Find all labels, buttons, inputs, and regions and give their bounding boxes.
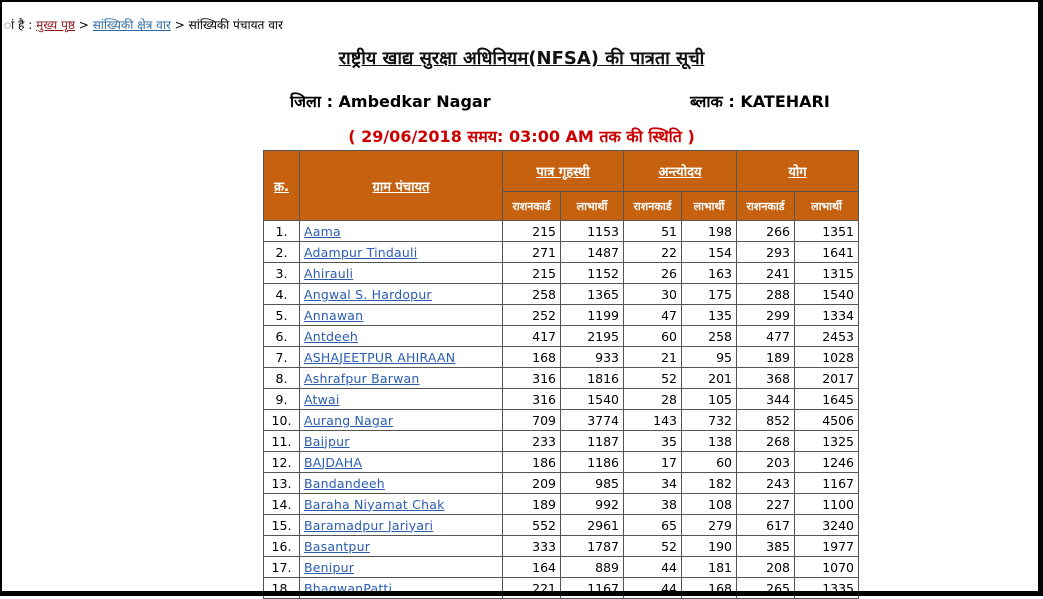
breadcrumb-prefix: ां है :: [4, 18, 33, 32]
row-value-ab: 168: [682, 578, 737, 599]
row-value-tr: 617: [737, 515, 795, 536]
breadcrumb-separator: >: [78, 18, 89, 32]
row-value-ab: 198: [682, 221, 737, 242]
header-eligible-household: पात्र गृहस्थी: [503, 151, 624, 192]
row-sno: 12.: [264, 452, 300, 473]
row-value-tb: 1315: [795, 263, 859, 284]
home-link[interactable]: मुख्य पृष्ठ: [36, 18, 75, 32]
row-name-cell: [300, 221, 503, 242]
table-row: [264, 389, 859, 410]
table-row: [264, 221, 859, 242]
eligibility-table: [263, 150, 859, 599]
row-value-tb: 1028: [795, 347, 859, 368]
row-value-ar: 26: [624, 263, 682, 284]
row-value-ar: 44: [624, 557, 682, 578]
gram-panchayat-link[interactable]: Aurang Nagar: [304, 412, 394, 428]
row-value-tb: 4506: [795, 410, 859, 431]
row-name-cell: [300, 389, 503, 410]
row-value-tb: 1070: [795, 557, 859, 578]
row-value-pr: 233: [503, 431, 561, 452]
row-value-ar: 143: [624, 410, 682, 431]
row-sno: 3.: [264, 263, 300, 284]
row-value-tb: 3240: [795, 515, 859, 536]
row-value-pr: 215: [503, 221, 561, 242]
row-name-cell: [300, 557, 503, 578]
row-value-pb: 3774: [561, 410, 624, 431]
row-value-ar: 52: [624, 536, 682, 557]
row-value-tb: 1167: [795, 473, 859, 494]
row-value-tr: 344: [737, 389, 795, 410]
region-stats-link[interactable]: सांख्यिकी क्षेत्र वार: [92, 18, 171, 32]
row-value-tb: 1540: [795, 284, 859, 305]
row-value-tb: 2017: [795, 368, 859, 389]
table-row: [264, 431, 859, 452]
gram-panchayat-link[interactable]: Atwai: [304, 391, 340, 407]
row-value-tr: 241: [737, 263, 795, 284]
row-value-ar: 52: [624, 368, 682, 389]
table-row: [264, 326, 859, 347]
gram-panchayat-link[interactable]: Baijpur: [304, 433, 350, 449]
row-value-ar: 17: [624, 452, 682, 473]
row-value-tr: 243: [737, 473, 795, 494]
row-value-tr: 299: [737, 305, 795, 326]
header-beneficiaries: लाभार्थी: [682, 192, 737, 221]
status-timestamp: ( 29/06/2018 समय: 03:00 AM तक की स्थिति ): [348, 127, 695, 146]
row-value-pb: 2195: [561, 326, 624, 347]
row-value-ab: 154: [682, 242, 737, 263]
row-value-pr: 271: [503, 242, 561, 263]
row-name-cell: [300, 326, 503, 347]
row-value-ar: 22: [624, 242, 682, 263]
gram-panchayat-link[interactable]: BAJDAHA: [304, 454, 363, 470]
row-value-ar: 60: [624, 326, 682, 347]
header-total: योग: [737, 151, 859, 192]
page-title: राष्ट्रीय खाद्य सुरक्षा अधिनियम(NFSA) की पात्रता सूची: [338, 48, 705, 69]
row-name-cell: [300, 410, 503, 431]
row-value-ar: 65: [624, 515, 682, 536]
row-name-cell: [300, 515, 503, 536]
gram-panchayat-link[interactable]: Baramadpur Jariyari: [304, 517, 434, 533]
table-row: [264, 305, 859, 326]
header-ration-card: राशनकार्ड: [503, 192, 561, 221]
row-value-pr: 333: [503, 536, 561, 557]
row-value-pb: 985: [561, 473, 624, 494]
row-value-tr: 203: [737, 452, 795, 473]
row-value-ab: 135: [682, 305, 737, 326]
row-value-pr: 258: [503, 284, 561, 305]
row-value-pb: 1787: [561, 536, 624, 557]
row-name-cell: [300, 431, 503, 452]
row-value-pb: 2961: [561, 515, 624, 536]
row-value-pb: 1153: [561, 221, 624, 242]
row-name-cell: [300, 536, 503, 557]
row-value-pr: 316: [503, 368, 561, 389]
row-value-tr: 227: [737, 494, 795, 515]
row-value-ab: 108: [682, 494, 737, 515]
header-sno: क्र.: [264, 151, 300, 221]
row-value-ab: 105: [682, 389, 737, 410]
row-value-tr: 385: [737, 536, 795, 557]
row-name-cell: [300, 305, 503, 326]
gram-panchayat-link[interactable]: Baraha Niyamat Chak: [304, 496, 445, 512]
row-value-ab: 279: [682, 515, 737, 536]
header-ration-card: राशनकार्ड: [624, 192, 682, 221]
block-label: ब्लाक : KATEHARI: [690, 92, 830, 111]
table-row: [264, 263, 859, 284]
row-value-pb: 1167: [561, 578, 624, 599]
row-value-ab: 732: [682, 410, 737, 431]
row-value-ab: 163: [682, 263, 737, 284]
row-value-pb: 1199: [561, 305, 624, 326]
row-name-cell: [300, 578, 503, 599]
row-value-ar: 34: [624, 473, 682, 494]
gram-panchayat-link[interactable]: Aama: [304, 223, 341, 239]
gram-panchayat-link[interactable]: Adampur Tindauli: [304, 244, 418, 260]
row-value-tr: 189: [737, 347, 795, 368]
row-value-tr: 266: [737, 221, 795, 242]
row-value-pr: 316: [503, 389, 561, 410]
row-value-ar: 35: [624, 431, 682, 452]
gram-panchayat-link[interactable]: Ashrafpur Barwan: [304, 370, 420, 386]
row-sno: 17.: [264, 557, 300, 578]
row-value-pr: 552: [503, 515, 561, 536]
row-value-tr: 208: [737, 557, 795, 578]
row-value-pr: 164: [503, 557, 561, 578]
row-sno: 15.: [264, 515, 300, 536]
row-name-cell: [300, 368, 503, 389]
row-value-tb: 2453: [795, 326, 859, 347]
row-value-ab: 175: [682, 284, 737, 305]
gram-panchayat-link[interactable]: Basantpur: [304, 538, 371, 554]
row-value-ar: 21: [624, 347, 682, 368]
row-value-ab: 201: [682, 368, 737, 389]
gram-panchayat-link[interactable]: BhagwanPatti: [304, 580, 393, 596]
gram-panchayat-link[interactable]: Bandandeeh: [304, 475, 385, 491]
row-sno: 11.: [264, 431, 300, 452]
table-row: [264, 536, 859, 557]
row-sno: 14.: [264, 494, 300, 515]
row-sno: 2.: [264, 242, 300, 263]
breadcrumb: [4, 16, 283, 33]
row-sno: 5.: [264, 305, 300, 326]
row-value-pb: 933: [561, 347, 624, 368]
table-row: [264, 368, 859, 389]
table-body: [264, 221, 859, 599]
row-value-ar: 30: [624, 284, 682, 305]
breadcrumb-current: सांख्यिकी पंचायत वार: [188, 18, 283, 32]
table-row: [264, 242, 859, 263]
row-value-pb: 1187: [561, 431, 624, 452]
row-value-tr: 368: [737, 368, 795, 389]
row-value-pb: 992: [561, 494, 624, 515]
row-value-ar: 47: [624, 305, 682, 326]
row-value-tb: 1325: [795, 431, 859, 452]
gram-panchayat-link[interactable]: Benipur: [304, 559, 355, 575]
row-value-tr: 852: [737, 410, 795, 431]
row-value-tb: 1334: [795, 305, 859, 326]
table-row: [264, 515, 859, 536]
row-value-tb: 1977: [795, 536, 859, 557]
table-row: [264, 452, 859, 473]
row-value-tr: 293: [737, 242, 795, 263]
row-sno: 7.: [264, 347, 300, 368]
header-antyodaya: अन्त्योदय: [624, 151, 737, 192]
row-value-tr: 268: [737, 431, 795, 452]
row-sno: 8.: [264, 368, 300, 389]
row-name-cell: [300, 242, 503, 263]
row-value-pr: 221: [503, 578, 561, 599]
row-value-tb: 1246: [795, 452, 859, 473]
row-value-tb: 1100: [795, 494, 859, 515]
row-value-pr: 186: [503, 452, 561, 473]
table-row: [264, 557, 859, 578]
row-value-pb: 1186: [561, 452, 624, 473]
row-value-tb: 1641: [795, 242, 859, 263]
gram-panchayat-link[interactable]: Ahirauli: [304, 265, 354, 281]
table-row: [264, 410, 859, 431]
header-gram-panchayat: ग्राम पंचायत: [300, 151, 503, 221]
row-sno: 4.: [264, 284, 300, 305]
row-value-ab: 258: [682, 326, 737, 347]
row-sno: 6.: [264, 326, 300, 347]
header-beneficiaries: लाभार्थी: [561, 192, 624, 221]
row-value-pr: 209: [503, 473, 561, 494]
header-ration-card: राशनकार्ड: [737, 192, 795, 221]
row-value-tb: 1351: [795, 221, 859, 242]
row-value-tr: 288: [737, 284, 795, 305]
row-name-cell: [300, 473, 503, 494]
row-value-pr: 168: [503, 347, 561, 368]
table-row: [264, 284, 859, 305]
row-value-ar: 51: [624, 221, 682, 242]
row-value-ab: 60: [682, 452, 737, 473]
header-beneficiaries: लाभार्थी: [795, 192, 859, 221]
row-value-tb: 1645: [795, 389, 859, 410]
row-name-cell: [300, 494, 503, 515]
row-value-pr: 189: [503, 494, 561, 515]
row-value-pb: 1152: [561, 263, 624, 284]
row-value-ab: 190: [682, 536, 737, 557]
row-value-ab: 138: [682, 431, 737, 452]
row-value-ar: 44: [624, 578, 682, 599]
row-value-pr: 709: [503, 410, 561, 431]
table-row: [264, 578, 859, 599]
breadcrumb-separator: >: [174, 18, 185, 32]
row-value-tr: 265: [737, 578, 795, 599]
row-value-tr: 477: [737, 326, 795, 347]
row-sno: 18.: [264, 578, 300, 599]
row-value-ar: 38: [624, 494, 682, 515]
row-value-tb: 1335: [795, 578, 859, 599]
row-sno: 1.: [264, 221, 300, 242]
gram-panchayat-link[interactable]: Angwal S. Hardopur: [304, 286, 432, 302]
row-value-pb: 1487: [561, 242, 624, 263]
row-value-pb: 1816: [561, 368, 624, 389]
row-name-cell: [300, 347, 503, 368]
row-value-pb: 1365: [561, 284, 624, 305]
gram-panchayat-link[interactable]: Annawan: [304, 307, 364, 323]
row-name-cell: [300, 284, 503, 305]
row-name-cell: [300, 263, 503, 284]
row-name-cell: [300, 452, 503, 473]
row-value-pr: 215: [503, 263, 561, 284]
row-sno: 16.: [264, 536, 300, 557]
row-value-pb: 889: [561, 557, 624, 578]
district-label: जिला : Ambedkar Nagar: [290, 92, 491, 111]
row-value-pr: 252: [503, 305, 561, 326]
row-sno: 10.: [264, 410, 300, 431]
table-row: [264, 473, 859, 494]
row-value-pb: 1540: [561, 389, 624, 410]
row-sno: 13.: [264, 473, 300, 494]
row-value-ab: 181: [682, 557, 737, 578]
row-value-ab: 182: [682, 473, 737, 494]
gram-panchayat-link[interactable]: ASHAJEETPUR AHIRAAN: [304, 349, 456, 365]
row-value-ar: 28: [624, 389, 682, 410]
row-value-ab: 95: [682, 347, 737, 368]
gram-panchayat-link[interactable]: Antdeeh: [304, 328, 359, 344]
row-sno: 9.: [264, 389, 300, 410]
table-row: [264, 494, 859, 515]
row-value-pr: 417: [503, 326, 561, 347]
table-row: [264, 347, 859, 368]
